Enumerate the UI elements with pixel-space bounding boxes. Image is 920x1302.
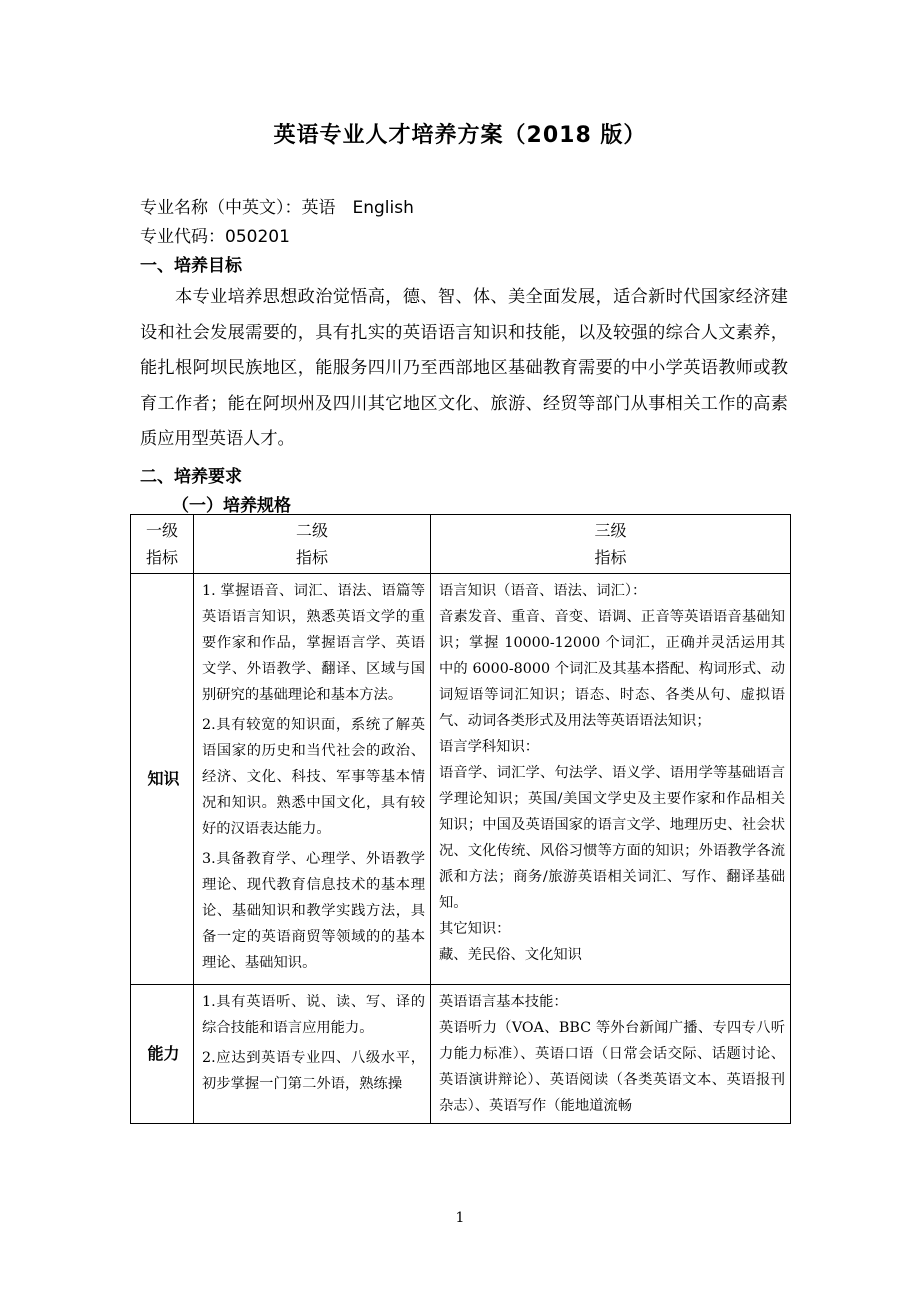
section-2-subheading: （一）培养规格 <box>172 496 291 516</box>
major-code: 专业代码：050201 <box>140 227 290 247</box>
row-knowledge-level-1: 知识 <box>131 574 194 985</box>
level-2-item: 1. 掌握语音、词汇、语法、语篇等英语语言知识，熟悉英语文学的重要作家和作品，掌握语言学、英语文学、外语教学、翻译、区域与国别研究的基础理论和基本方法。 <box>202 583 425 703</box>
level-3-line: 英语语言基本技能： <box>439 994 568 1010</box>
section-2-heading: 二、培养要求 <box>140 467 242 487</box>
level-3-line: 英语听力（VOA、BBC 等外台新闻广播、专四专八听力能力标准）、英语口语（日常会话交际、话题讨论、英语演讲辩论）、英语阅读（各类英语文本、英语报刊杂志）、英语写作（能地道流畅 <box>439 1020 785 1114</box>
row-knowledge-level-3 <box>431 574 791 985</box>
row-ability-level-1: 能力 <box>131 985 194 1124</box>
major-name: 专业名称（中英文）：英语 English <box>140 198 414 218</box>
header-level-2-text: 二级 指标 <box>295 521 328 567</box>
training-goal-paragraph: 本专业培养思想政治觉悟高，德、智、体、美全面发展，适合新时代国家经济建设和社会发展需要的，具有扎实的英语语言知识和技能，以及较强的综合人文素养，能扎根阿坝民族地区，能服务四川乃至西部地区基础教育需要的中小学英语教师或教育工作者；能在阿坝州及四川其它地区文化、旅游、经贸等部门从事相关工作的高素质应用型英语人才。 <box>140 287 788 449</box>
level-2-item: 2.具有较宽的知识面，系统了解英语国家的历史和当代社会的政治、经济、文化、科技、军事等基本情况和知识。熟悉中国文化，具有较好的汉语表达能力。 <box>202 717 425 837</box>
level-2-item: 1.具有英语听、说、读、写、译的综合技能和语言应用能力。 <box>202 994 425 1036</box>
table-header-row <box>131 515 791 574</box>
row-ability-level-2 <box>194 985 431 1124</box>
page-number: 1 <box>455 1210 465 1226</box>
row-ability-level-3 <box>431 985 791 1124</box>
document-title: 英语专业人才培养方案（2018 版） <box>273 123 647 148</box>
header-level-2 <box>194 515 431 574</box>
level-3-line: 语音学、词汇学、句法学、语义学、语用学等基础语言学理论知识；英国/美国文学史及主要作家和作品相关知识；中国及英语国家的语言文学、地理历史、社会状况、文化传统、风俗习惯等方面的知识；外语教学各流派和方法；商务/旅游英语相关词汇、写作、翻译基础知。 <box>439 765 785 911</box>
section-1-heading: 一、培养目标 <box>140 256 242 276</box>
training-spec-table <box>130 514 791 1124</box>
level-3-line: 音素发音、重音、音变、语调、正音等英语语音基础知识；掌握 10000-12000 个词汇，正确并灵活运用其中的 6000-8000 个词汇及其基本搭配、构词形式、动词短语等词汇知识；语态、时态、各类从句、虚拟语气、动词各类形式及用法等英语语法知识； <box>439 609 785 729</box>
level-3-line: 藏、羌民俗、文化知识 <box>439 947 582 963</box>
level-2-item: 2.应达到英语专业四、八级水平，初步掌握一门第二外语，熟练操 <box>202 1050 425 1092</box>
header-level-1-text: 一级 指标 <box>145 521 178 567</box>
header-level-1 <box>131 515 194 574</box>
header-level-3 <box>431 515 791 574</box>
table-row <box>131 985 791 1124</box>
level-3-line: 语言知识（语音、语法、词汇）： <box>439 583 647 599</box>
header-level-3-text: 三级 指标 <box>594 521 627 567</box>
level-3-line: 其它知识： <box>439 921 511 937</box>
level-3-line: 语言学科知识： <box>439 739 540 755</box>
row-knowledge-level-2 <box>194 574 431 985</box>
table-row <box>131 574 791 985</box>
level-2-item: 3.具备教育学、心理学、外语教学理论、现代教育信息技术的基本理论、基础知识和教学实践方法，具备一定的英语商贸等领域的的基本理论、基础知识。 <box>202 851 425 971</box>
